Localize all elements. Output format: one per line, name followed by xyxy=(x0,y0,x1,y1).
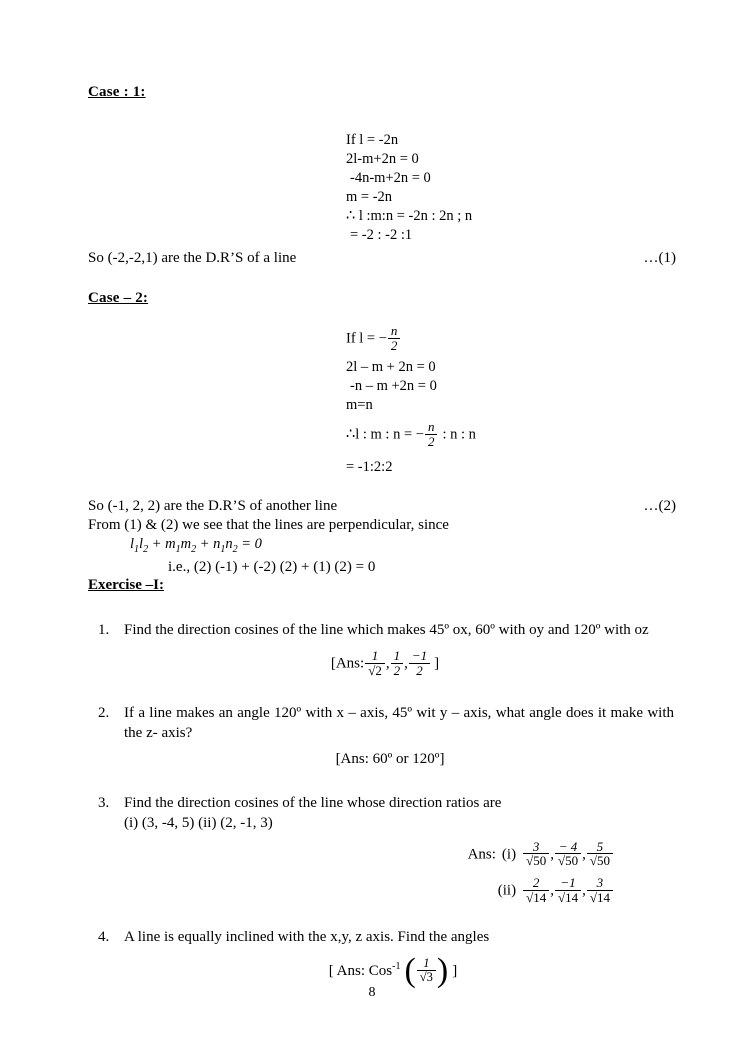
question-4-text: A line is equally inclined with the x,y, z axis. Find the angles xyxy=(124,929,490,946)
case-2-result: = -1:2:2 xyxy=(346,458,393,475)
question-3-row-2-fraction-1-denominator: √14 xyxy=(526,889,547,905)
eq-n1-sub: 1 xyxy=(220,543,226,555)
question-item-4 xyxy=(88,927,676,989)
question-4-fraction-denominator: √3 xyxy=(419,970,433,985)
question-3-row-1-fraction-2 xyxy=(555,840,581,868)
question-4-answer-prefix: [ Ans: Cos xyxy=(328,963,393,980)
question-3-subitems: (i) (3, -4, 5) (ii) (2, -1, 3) xyxy=(124,814,273,831)
eq-n2: n xyxy=(225,535,233,552)
case-2-line-if xyxy=(346,325,676,353)
exercise-question-list xyxy=(88,620,676,989)
left-paren-icon: ( xyxy=(404,951,416,989)
question-3-row-1-fraction-3-denominator: √50 xyxy=(589,853,610,869)
question-3-row-1-label: (i) xyxy=(501,846,517,863)
case-2-math-block xyxy=(346,325,676,477)
question-1-answer-prefix: [Ans: xyxy=(330,656,365,673)
case-2-conclusion-text: So (-1, 2, 2) are the D.R’S of another line xyxy=(88,497,338,514)
question-3-answer-label: Ans: xyxy=(467,846,496,863)
question-3-row-1-fraction-1-numerator: 3 xyxy=(523,840,549,855)
question-item-2 xyxy=(88,703,676,769)
eq-equals: = 0 xyxy=(237,535,262,552)
question-3-row-1-fraction-2-numerator: − 4 xyxy=(555,840,581,855)
eq-l2: l xyxy=(139,535,144,552)
perpendicular-equation xyxy=(130,535,676,559)
question-1-fraction-3-denominator: 2 xyxy=(416,663,423,679)
eq-l1-sub: 1 xyxy=(134,543,140,555)
question-3-row-2-fraction-3-numerator: 3 xyxy=(587,876,613,891)
question-item-3 xyxy=(88,793,676,906)
question-1-fraction-1-denominator: √2 xyxy=(368,663,382,679)
right-paren-icon: ) xyxy=(436,951,449,989)
perpendicular-intro: From (1) & (2) we see that the lines are perpendicular, since xyxy=(88,516,449,533)
case-1-line-5: ∴ l :m:n = -2n : 2n ; n xyxy=(346,208,473,224)
question-4-fraction xyxy=(417,957,436,984)
question-2-text: If a line makes an angle 120º with x – axis, 45º wit y – axis, what angle does it make with the z- axis? xyxy=(124,704,674,741)
case-2-fraction-1 xyxy=(388,324,401,352)
question-4-fraction-numerator: 1 xyxy=(417,957,436,971)
question-1-answer xyxy=(124,650,676,678)
case-2-fraction-2 xyxy=(425,420,438,448)
eq-l2-sub: 2 xyxy=(143,543,149,555)
question-1-fraction-2-denominator: 2 xyxy=(393,663,401,679)
question-1-number: 1. xyxy=(98,622,110,639)
question-2-number: 2. xyxy=(98,704,110,721)
eq-m2-sub: 2 xyxy=(191,543,197,555)
eq-m1: m xyxy=(165,535,176,552)
case-2-line-2: -n – m +2n = 0 xyxy=(350,378,437,395)
comma-sep-5: , xyxy=(550,882,554,899)
question-3-row-1-fraction-2-denominator: √50 xyxy=(557,853,579,869)
eq-n2-sub: 2 xyxy=(232,543,238,555)
question-3-answer-row-1 xyxy=(124,838,676,869)
eq-m2: m xyxy=(180,535,192,552)
question-3-row-2-fraction-3-denominator: √14 xyxy=(589,889,610,905)
comma-sep-2: , xyxy=(404,656,408,673)
question-3-number: 3. xyxy=(98,794,110,811)
question-3-row-2-fraction-3 xyxy=(587,876,613,904)
case-2-fraction-1-denominator: 2 xyxy=(390,337,398,353)
case-2-conclusion-row xyxy=(88,497,676,516)
question-2-answer: [Ans: 60º or 120º] xyxy=(335,750,445,767)
exercise-heading: Exercise –I: xyxy=(88,577,164,594)
question-1-text: Find the direction cosines of the line which makes 45º ox, 60º with oy and 120º with oz xyxy=(124,622,649,639)
question-1-fraction-2-numerator: 1 xyxy=(391,649,404,664)
page-content xyxy=(88,84,676,989)
case-1-line-1: If l = -2n xyxy=(346,132,399,148)
case-2-heading: Case – 2: xyxy=(88,290,149,306)
question-3-row-2-fraction-1-numerator: 2 xyxy=(523,876,549,891)
case-2-reference: …(2) xyxy=(643,497,676,514)
eq-plus-1: + xyxy=(148,535,166,552)
question-4-answer xyxy=(124,951,676,989)
question-1-fraction-2 xyxy=(391,649,404,677)
question-item-1 xyxy=(88,620,676,678)
case-2-ratio-line xyxy=(346,421,676,449)
question-1-fraction-1 xyxy=(365,649,385,677)
eq-n1: n xyxy=(213,535,221,552)
case-2-fraction-1-numerator: n xyxy=(388,324,401,339)
comma-sep-4: , xyxy=(582,846,586,863)
question-1-fraction-3 xyxy=(409,649,430,677)
question-4-answer-suffix: ] xyxy=(452,963,458,980)
question-4-inverse-exponent: -1 xyxy=(392,961,401,973)
case-1-line-4: m = -2n xyxy=(346,189,393,205)
case-2-fraction-2-numerator: n xyxy=(425,420,438,435)
case-1-conclusion-text: So (-2,-2,1) are the D.R’S of a line xyxy=(88,250,297,266)
question-3-row-2-fraction-2-numerator: −1 xyxy=(555,876,581,891)
case-1-line-6: = -2 : -2 :1 xyxy=(350,227,413,243)
eq-plus-2: + xyxy=(196,535,214,552)
case-1-reference: …(1) xyxy=(643,250,676,266)
question-3-row-2-fraction-1 xyxy=(523,876,549,904)
case-1-line-2: 2l-m+2n = 0 xyxy=(346,151,419,167)
case-2-ratio-prefix: ∴l : m : n = − xyxy=(346,426,424,443)
question-3-row-1-fraction-1-denominator: √50 xyxy=(526,853,547,869)
question-1-answer-suffix: ] xyxy=(434,656,440,673)
eq-m1-sub: 1 xyxy=(175,543,181,555)
question-3-row-2-label: (ii) xyxy=(497,882,517,899)
case-1-heading: Case : 1: xyxy=(88,84,146,100)
question-4-number: 4. xyxy=(98,929,110,946)
comma-sep-6: , xyxy=(582,882,586,899)
case-2-line-3: m=n xyxy=(346,397,373,414)
case-1-conclusion-row xyxy=(88,249,676,268)
question-3-answer-row-2 xyxy=(124,877,676,905)
question-3-row-1-fraction-3 xyxy=(587,840,613,868)
case-2-ratio-suffix: : n : n xyxy=(442,426,476,443)
eq-l1: l xyxy=(130,535,135,552)
question-1-fraction-3-numerator: −1 xyxy=(409,649,430,664)
comma-sep-3: , xyxy=(550,846,554,863)
question-3-row-1-fraction-3-numerator: 5 xyxy=(587,840,613,855)
case-2-fraction-2-denominator: 2 xyxy=(427,433,435,449)
perpendicular-substitution: i.e., (2) (-1) + (-2) (2) + (1) (2) = 0 xyxy=(168,559,376,576)
case-1-line-3: -4n-m+2n = 0 xyxy=(350,170,431,186)
question-3-row-2-fraction-2 xyxy=(555,876,581,904)
case-2-line-1: 2l – m + 2n = 0 xyxy=(346,359,436,376)
case-2-if-prefix: If l = − xyxy=(346,330,387,347)
question-3-row-2-fraction-2-denominator: √14 xyxy=(557,889,579,905)
question-1-fraction-1-numerator: 1 xyxy=(365,649,385,664)
page-number: 8 xyxy=(368,985,376,1000)
case-1-math-block xyxy=(346,131,676,245)
comma-sep-1: , xyxy=(385,656,390,673)
question-3-text: Find the direction cosines of the line whose direction ratios are xyxy=(124,794,502,811)
question-3-row-1-fraction-1 xyxy=(523,840,549,868)
